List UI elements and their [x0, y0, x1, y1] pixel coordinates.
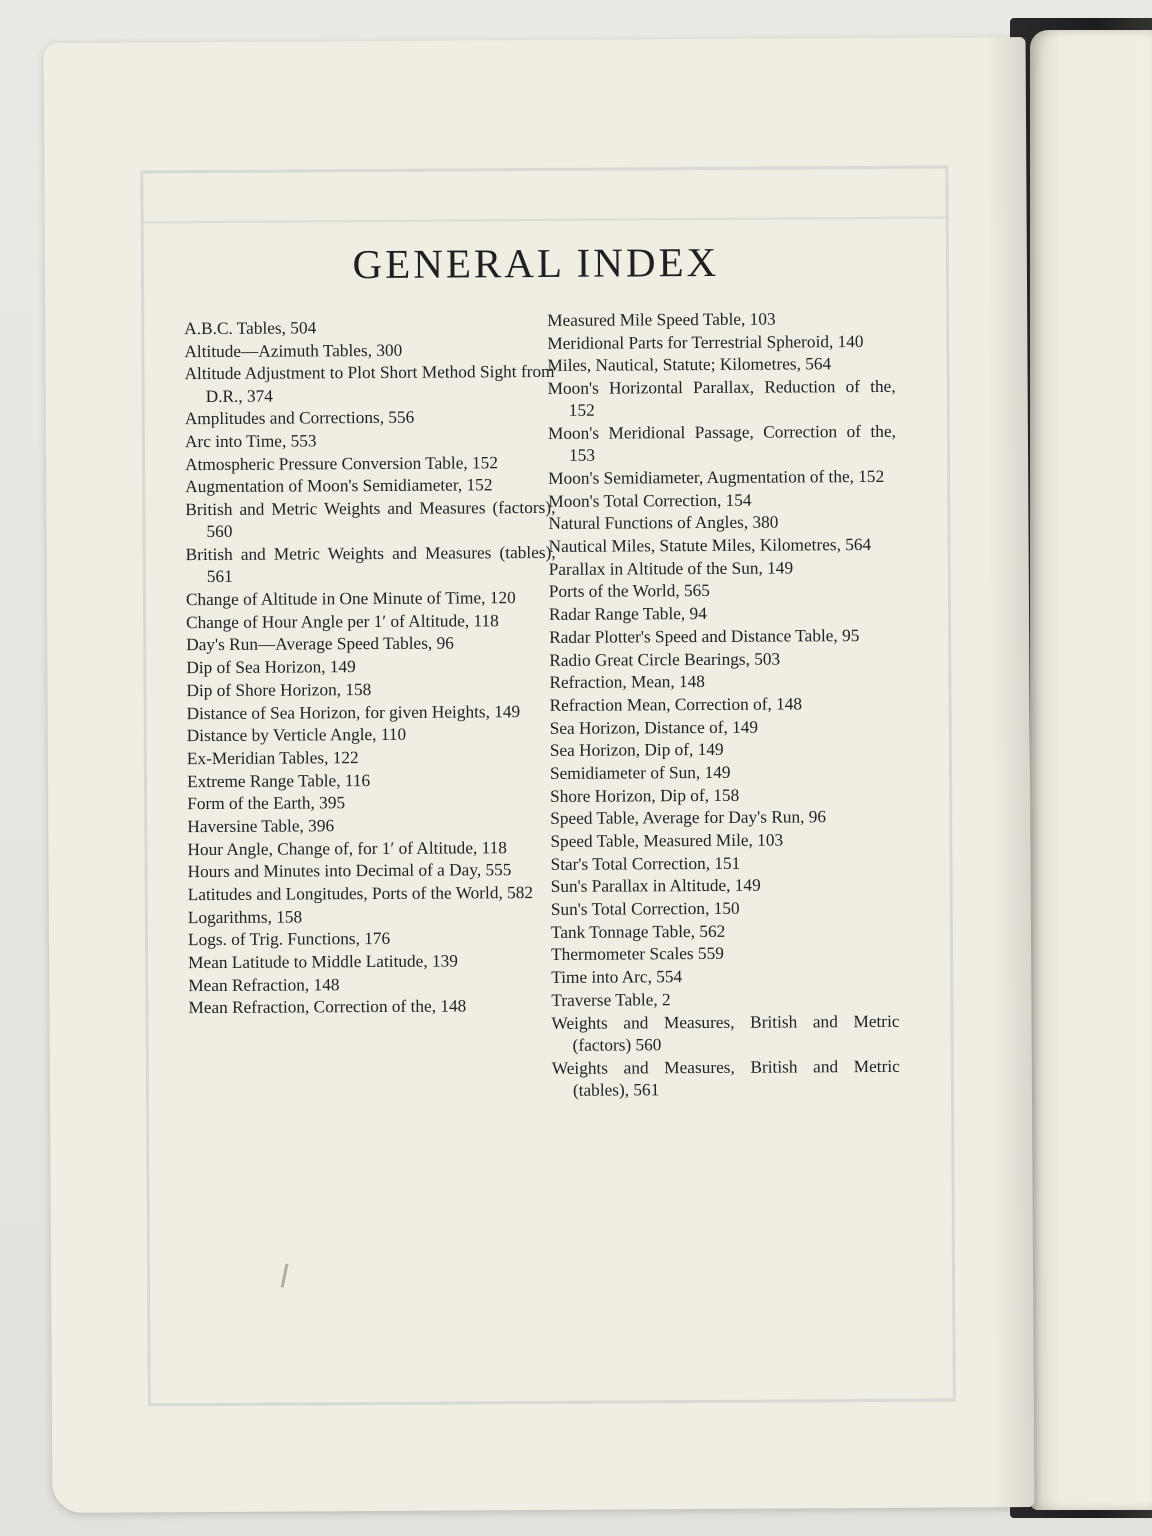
index-entry: Thermometer Scales 559 — [551, 944, 724, 965]
index-entry: Ports of the World, 565 — [548, 581, 710, 602]
index-entry: A.B.C. Tables, 504 — [184, 318, 317, 339]
index-entry: Sea Horizon, Distance of, 149 — [549, 717, 759, 738]
index-entry: Altitude—Azimuth Tables, 300 — [184, 340, 403, 361]
index-entry: Sun's Total Correction, 150 — [550, 898, 740, 920]
index-entry: British and Metric Weights and Measures (factors), 560 — [185, 498, 556, 542]
index-entry: Weights and Measures, British and Metric (tables), 561 — [551, 1056, 900, 1100]
index-entry: Mean Refraction, Correction of the, 148 — [188, 996, 467, 1018]
index-entry: Refraction Mean, Correction of, 148 — [549, 694, 803, 715]
index-entry: Hours and Minutes into Decimal of a Day, 555 — [187, 860, 512, 882]
page-title: GENERAL INDEX — [352, 239, 720, 288]
index-entry: Sea Horizon, Dip of, 149 — [549, 740, 724, 761]
index-entry: Latitudes and Longitudes, Ports of the World, 582 — [187, 883, 534, 905]
index-entry: Moon's Horizontal Parallax, Reduction of the, 152 — [547, 376, 896, 421]
index-entry: British and Metric Weights and Measures (tables), 561 — [185, 542, 556, 587]
index-entry: Radio Great Circle Bearings, 503 — [549, 649, 781, 670]
index-entry: Atmospheric Pressure Conversion Table, 152 — [185, 452, 498, 474]
index-entry: Traverse Table, 2 — [551, 990, 671, 1010]
index-entry: Haversine Table, 396 — [187, 816, 335, 837]
index-entry: Weights and Measures, British and Metric (factors) 560 — [551, 1011, 900, 1055]
index-entry: Dip of Sea Horizon, 149 — [186, 657, 356, 678]
index-entry: Shore Horizon, Dip of, 158 — [550, 785, 740, 806]
index-entry: Miles, Nautical, Statute; Kilometres, 564 — [547, 354, 832, 376]
index-entry: Change of Altitude in One Minute of Time, 120 — [185, 588, 516, 610]
index-entry: Moon's Semidiameter, Augmentation of the, 152 — [548, 466, 885, 488]
index-entry: Speed Table, Measured Mile, 103 — [550, 830, 784, 851]
index-entry: Mean Refraction, 148 — [188, 974, 340, 995]
index-column-right — [547, 308, 900, 1103]
index-entry: Refraction, Mean, 148 — [549, 672, 705, 693]
index-entry: Radar Plotter's Speed and Distance Table, 95 — [549, 625, 860, 647]
index-entry: Tank Tonnage Table, 562 — [550, 921, 726, 942]
index-entry: Natural Functions of Angles, 380 — [548, 512, 779, 534]
index-entry: Form of the Earth, 395 — [187, 793, 346, 814]
index-entry: Arc into Time, 553 — [184, 431, 317, 452]
index-entry: Measured Mile Speed Table, 103 — [547, 309, 776, 330]
index-entry: Time into Arc, 554 — [551, 967, 683, 988]
index-entry: Semidiameter of Sun, 149 — [549, 762, 731, 783]
index-entry: Ex-Meridian Tables, 122 — [186, 747, 359, 769]
bleed-through-rule — [144, 217, 946, 224]
index-entry: Radar Range Table, 94 — [548, 604, 707, 625]
index-entry: Dip of Shore Horizon, 158 — [186, 679, 372, 700]
index-entry: Moon's Meridional Passage, Correction of the, 153 — [547, 421, 896, 466]
index-entry: Nautical Miles, Statute Miles, Kilometres, 564 — [548, 535, 872, 557]
facing-page-edge — [1030, 30, 1152, 1510]
index-entry: Speed Table, Average for Day's Run, 96 — [550, 807, 827, 829]
index-column-left — [184, 316, 558, 1020]
index-entry: Meridional Parts for Terrestrial Spheroid, 140 — [547, 331, 864, 353]
index-entry: Extreme Range Table, 116 — [186, 770, 371, 791]
index-entry: Altitude Adjustment to Plot Short Method Sight from D.R., 374 — [184, 362, 555, 406]
index-entry: Sun's Parallax in Altitude, 149 — [550, 876, 761, 897]
index-entry: Augmentation of Moon's Semidiameter, 152 — [185, 475, 493, 497]
index-entry: Logarithms, 158 — [187, 907, 303, 927]
index-entry: Day's Run—Average Speed Tables, 96 — [186, 633, 454, 655]
index-entry: Amplitudes and Corrections, 556 — [184, 408, 415, 429]
index-entry: Change of Hour Angle per 1′ of Altitude, 118 — [186, 611, 499, 632]
index-entry: Distance by Verticle Angle, 110 — [186, 725, 407, 746]
index-entry: Star's Total Correction, 151 — [550, 853, 741, 874]
index-entry: Hour Angle, Change of, for 1′ of Altitude, 118 — [187, 837, 507, 859]
index-entry: Mean Latitude to Middle Latitude, 139 — [188, 951, 458, 973]
index-entry: Distance of Sea Horizon, for given Heights, 149 — [186, 701, 521, 723]
index-entry: Logs. of Trig. Functions, 176 — [187, 929, 391, 950]
index-entry: Parallax in Altitude of the Sun, 149 — [548, 558, 794, 579]
book-page — [44, 37, 1035, 1513]
index-entry: Moon's Total Correction, 154 — [548, 490, 752, 511]
